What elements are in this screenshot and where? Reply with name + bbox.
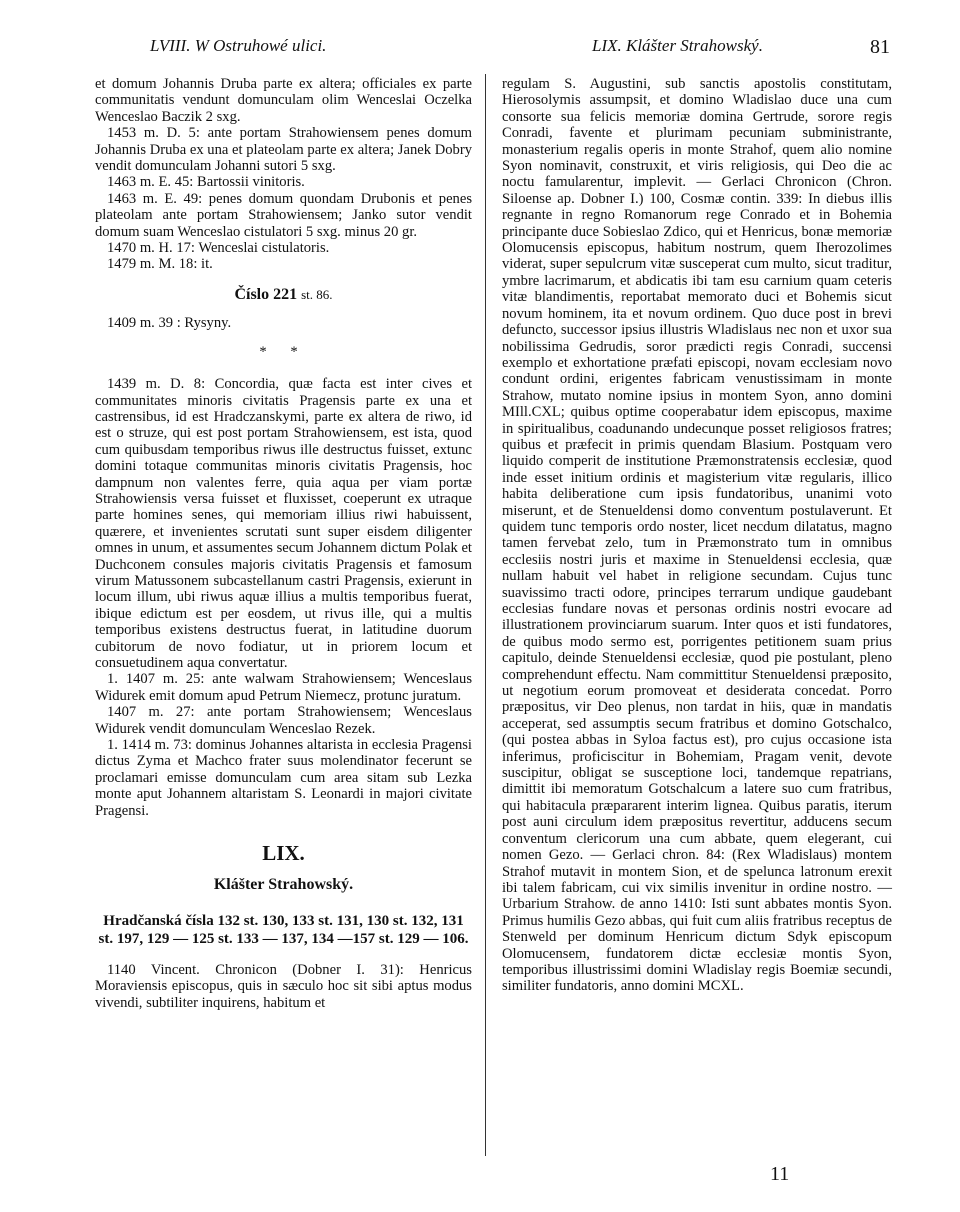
cislo-heading	[95, 287, 472, 303]
column-divider	[485, 74, 486, 1156]
cislo-heading-text: Číslo 221	[234, 285, 298, 303]
paragraph: regulam S. Augustini, sub sanctis apostolis constitutam, Hierosolymis assumpsit, et domino Wladislao duce una cum consorte sua felicis memoriæ domina Gertrude, sorore regis Conradi, favente et plurimam pecuniam subministrante, monasterium regalis operis in monte Strahof, quem alio nomine Syon nominavit, construxit, et viris religiosis, qui Deo die ac noctu famularentur, implevit. — Gerlaci Chronicon (Chron. Siloense ap. Dobner I.) 100, Cosmæ contin. 339: In diebus illis regnante in regno Romanorum rege Conrado et in Bohemia principante duce Sobieslao Zdico, qui et Henricus, bonæ memoriæ Olomucensis episcopus, habitum nostrum, quem Iherozolimes viderat, super sepulcrum vitæ susceperat cum multo, sicut traditur, ymbre lacrimarum, et abdicatis ibi tam esu carnium quam ceteris vitæ blandimentis, reportabat memorato duci et Bohemis sicut novum hominem, ita et novum ordinem. Quo duce post in brevi defuncto, successor ipsius illustris Wladislaus nec non et uxor sua nobilissima Gedrudis, soror prædicti regis Conradi, succensi exemplo et exhortatione præfati episcopi, novam ecclesiam novo condunt ordini, erigentes fabricam venustissimam in monte Strahow, mutato nomine ipsius in montem Syon, anno domini MIll.CXL; quibus optime cooperabatur idem episcopus, maxime in spiritualibus, coadunando undecunque posset religiosos fratres; quibus et præfecit in primis quendam Blasium. Postquam vero liquido comperit de institutione Præmonstratensis ecclesiæ, quod inde esset initium ordinis et magisterium vitæ regularis, illico habita deliberatione cum ipsis fundatoribus, unanimi voto miserunt, et de Stenueldensi domo conventum postulaverunt. Et quidem tunc temporis ordo noster, licet necdum dilatatus, magno tamen fervebat zelo, tum in Præmonstrato tum in omnibus ecclesiis nostri juris et maxime in Stenueldensi ecclesia, quæ nullam habuit vel habet in religione secundam. Cujus tunc suavissimo tracti odore, principes terrarum undique gaudebant ecclesias fundare novas et personas ordinis nostri evocare ad illustrationem provinciarum suarum. Inter quos et isti fundatores, de quibus modo sermo est, porrigentes petitionem suam prius capitulo, deinde Stenueldensi ecclesiæ, quod pie postulant, pleno comprehendunt effectu. Nam committitur Stenueldensi præposito, ut negotium eorum promoveat et desiderata concedat. Porro præpositus, vir Deo plenus, non tardat in hiis, quæ in mandatis acceperat, sed assumptis secum fratribus et domino Gotschalco, (qui postea abbas in Syloa factus est), pro cujus occasione ista inferimus, proficiscitur in Bohemiam, Pragam venit, devote suscipitur, obligat se susceptione loci, tandemque repatrians, dimittit ibi memoratum Gotschalcum a latere suo cum fratribus, qui habitacula præpararent interim lignea. Quibus paratis, iterum post auni circulum idem præpositus revertitur, adducens secum conventum clericorum una cum abbate, quem elegerant, cui nomen Gezo. — Gerlaci chron. 84: (Rex Wladislaus) montem Strahof mutavit in montem Sion, et de spelunca latronum erexit ibi talem fabricam, cui vix similis invenitur in ordine nostro. — Urbarium Strahow. de anno 1410: Isti sunt abbates montis Syon. Primus humilis Gezo abbas, qui fuit cum aliis fratribus receptus de Stenweld per dominum Henricum dictum Sdyk episcopum Olomucensem, fundatorem dictæ ecclesiæ montis Syon, temporibus illustrissimi domini Wladislay regis Boemiæ secundi, similiter fundatoris, anno domini MCXL.	[502, 76, 892, 995]
running-header-left: LVIII. W Ostruhowé ulici.	[150, 36, 327, 55]
paragraph: 1407 m. 27: ante portam Strahowiensem; Wenceslaus Widurek vendit domunculam Wenceslao Rezek.	[95, 704, 472, 737]
paragraph: 1470 m. H. 17: Wenceslai cistulatoris.	[107, 240, 330, 257]
paragraph: 1. 1414 m. 73: dominus Johannes altarista in ecclesia Pragensi dictus Zyma et Machco frater suus molendinator fecerunt se proclamari emisse domunculam cum area sitam sub Lezka monte aput Johannem altaristam S. Leonardi in majori civitate Pragensi.	[95, 737, 472, 819]
paragraph: 1439 m. D. 8: Concordia, quæ facta est inter cives et communitates minoris civitatis Pragensis parte ex una et castrensibus, id est Hradczanskymi, parte ex altera de riwo, id est o struze, qui est post portam Strahowiensem, est ista, quod cum quibusdam temporibus riwus ille destructus fuisset, extunc domini totaque communitas minoris civitatis Pragensis, hoc dampnum non valentes ferre, quia aqua per viam portæ Strahowiensis versa fuisset et fluxisset, coeperunt ex utraque parte homines senes, qui memoriam illius riwi habuissent, quærere, et invenientes scrutati sunt super eisdem diligenter omnes in unum, et assumentes secum Johannem dictum Polak et Duchconem consules majoris civitatis Pragensis et famosum virum Matussonem subcastellanum castri Pragensis, exierunt in locum illum, ubi riwus aquæ illius a multis temporibus fuerat, ibique edictum est per eosdem, ut rivus ille, qui a multis temporibus existens destructus fuerat, in latitudine duorum cubitorum de novo fodiatur, ut in priorem locum et consuetudinem aqua convertatur.	[95, 376, 472, 671]
paragraph: et domum Johannis Druba parte ex altera; officiales ex parte communitatis vendunt domunculam olim Wenceslai Oczelka Wenceslao Baczik 2 sxg.	[95, 76, 472, 125]
paragraph: 1479 m. M. 18: it.	[107, 256, 213, 273]
house-numbers-heading: Hradčanská čísla 132 st. 130, 133 st. 131, 130 st. 132, 131 st. 197, 129 — 125 st. 133 — 137, 134 —157 st. 129 — 106.	[98, 912, 469, 947]
left-column	[95, 76, 472, 1011]
paragraph: 1453 m. D. 5: ante portam Strahowiensem penes domum Johannis Druba ex una et plateolam parte ex altera; Janek Dobry vendit domunculam Johanni sutori 5 sxg.	[95, 125, 472, 175]
paragraph: 1409 m. 39 : Rysyny.	[107, 315, 232, 332]
paragraph: 1463 m. E. 45: Bartossii vinitoris.	[107, 174, 305, 191]
chapter-title: Klášter Strahowský.	[213, 876, 354, 894]
paragraph: 1140 Vincent. Chronicon (Dobner I. 31): Henricus Moraviensis episcopus, quis in sæculo hoc sit sibi aptus modus vivendi, subtiliter inquirens, habitum et	[95, 961, 472, 1011]
paragraph: 1463 m. E. 49: penes domum quondam Drubonis et penes plateolam ante portam Strahowiensem; Janko sutor vendit domum suam Wenceslao cistulatori 5 sxg. minus 20 gr.	[95, 190, 472, 240]
cislo-heading-sub: st. 86.	[301, 286, 333, 302]
right-column	[502, 76, 892, 995]
page-number: 81	[870, 36, 890, 58]
chapter-heading: LIX.	[262, 841, 305, 866]
section-stars: * *	[259, 343, 308, 360]
running-header-right: LIX. Klášter Strahowský.	[592, 36, 763, 55]
signature-mark: 11	[770, 1163, 790, 1185]
paragraph: 1. 1407 m. 25: ante walwam Strahowiensem; Wenceslaus Widurek emit domum apud Petrum Niemecz, protunc juratum.	[95, 671, 472, 704]
